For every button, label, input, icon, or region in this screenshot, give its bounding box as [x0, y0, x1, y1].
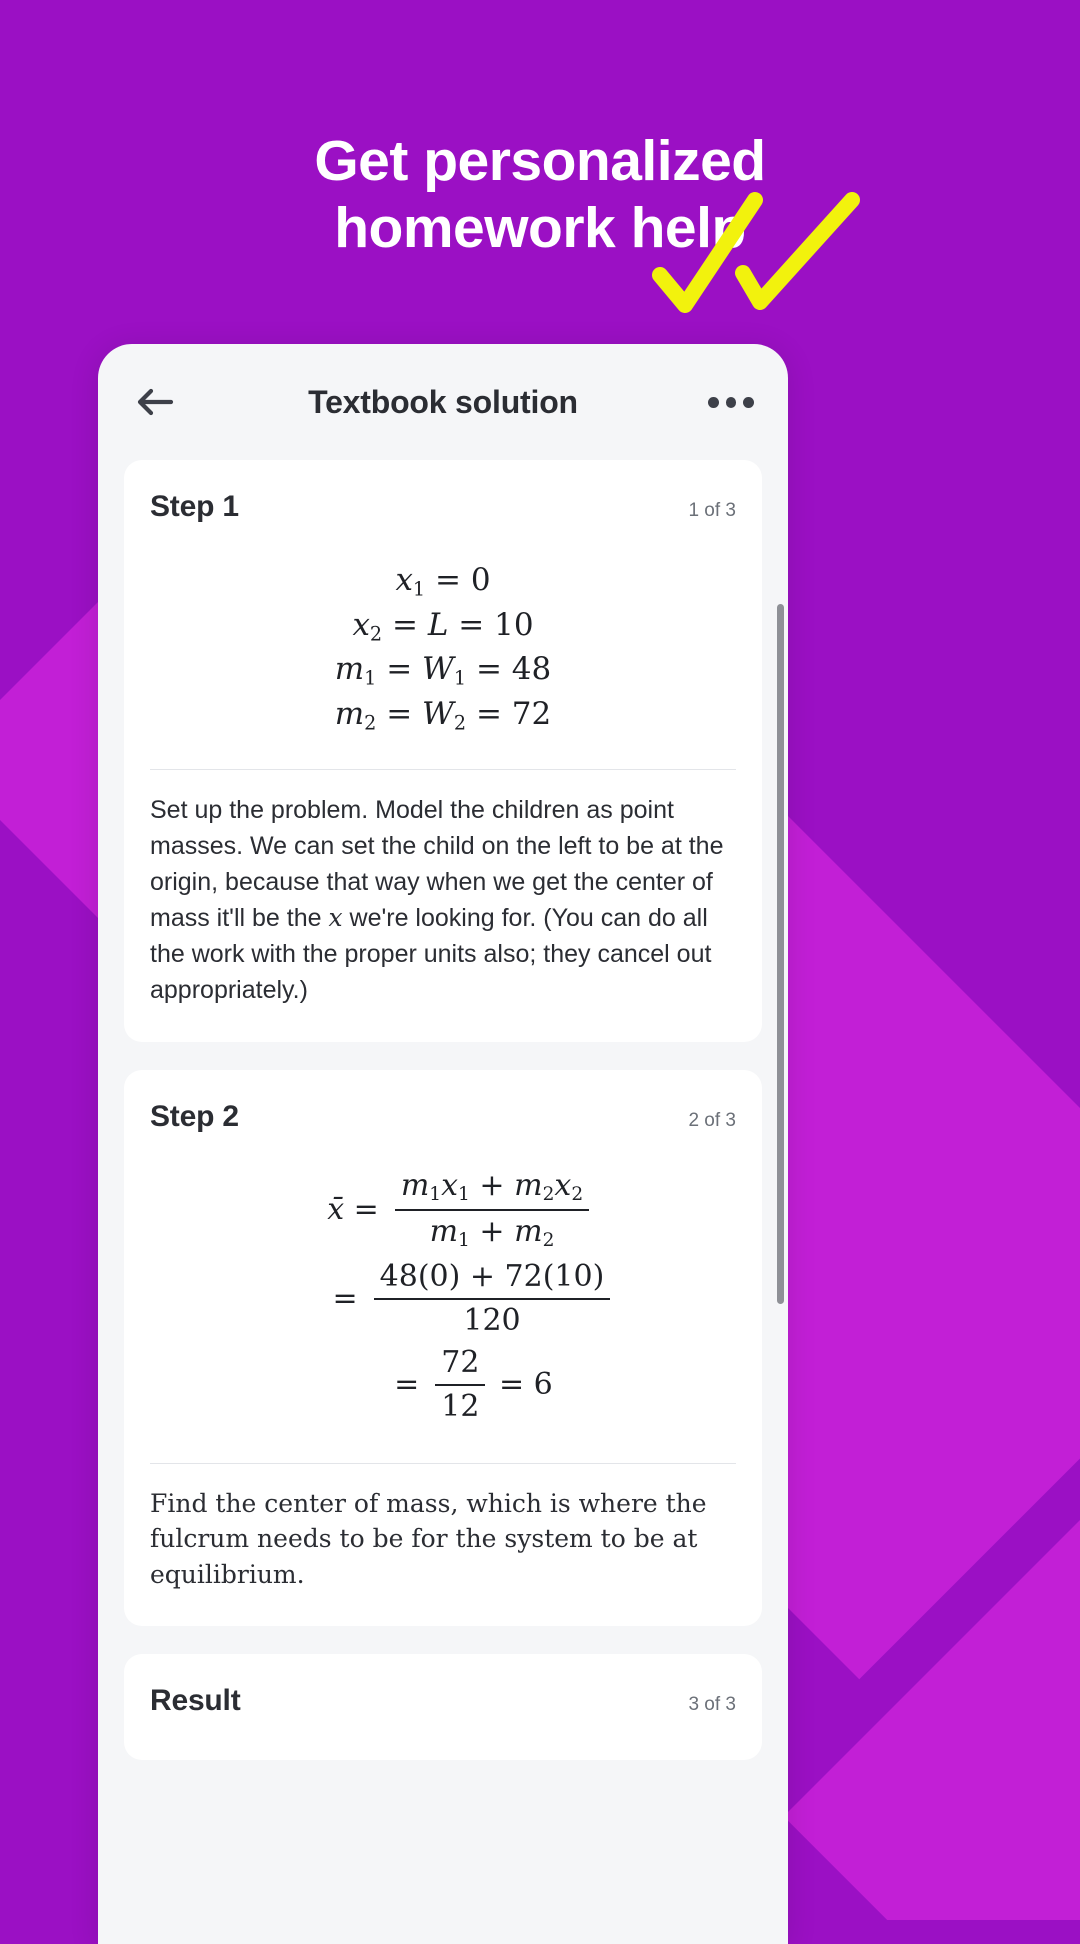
step-header — [150, 490, 736, 524]
page-title: Textbook solution — [308, 383, 578, 420]
step-explanation: Set up the problem. Model the children as point masses. We can set the child on the left to be at the origin, because that way when we get the center of mass it'll be the x we're looking for. (You can do all the work with the proper units also; they cancel out appropriately.) — [150, 795, 724, 1004]
divider — [150, 1463, 736, 1464]
step-title: Step 1 — [150, 490, 239, 523]
step-header — [150, 1100, 736, 1134]
equation-line: $x_1 = 0$ — [395, 562, 491, 601]
promo-headline-line-1: Get personalized — [314, 129, 766, 193]
promo-headline-line-2: homework help — [334, 195, 746, 260]
step-card[interactable] — [124, 1654, 762, 1760]
app-screen — [98, 344, 788, 1944]
step-equations — [150, 1142, 736, 1453]
step-counter: 1 of 3 — [688, 500, 736, 521]
more-options-button[interactable] — [708, 379, 754, 425]
divider — [150, 769, 736, 770]
more-options-icon — [726, 397, 737, 408]
scrollbar[interactable] — [777, 604, 784, 1304]
equation-line: $m_2 = W_2 = 72$ — [334, 695, 552, 735]
step-card[interactable] — [124, 1070, 762, 1627]
step-counter: 2 of 3 — [688, 1109, 736, 1131]
step-equations — [150, 532, 736, 759]
step-card[interactable] — [124, 460, 762, 1042]
app-bar — [98, 344, 788, 460]
equation-line: = $\frac{48(0) + 72(10)}{120}$ — [150, 1259, 736, 1339]
step-title: Step 2 — [150, 1099, 239, 1133]
step-explanation: Find the center of mass, which is where the fulcrum needs to be for the system to be at equilibrium. — [150, 1488, 707, 1589]
equation-line: $m_1 = W_1 = 48$ — [334, 651, 552, 690]
equation-line: = $\frac{72}{12}$ = 6 — [394, 1344, 553, 1424]
promo-headline — [0, 128, 1080, 261]
checkmark-icon — [630, 180, 890, 340]
back-button[interactable] — [132, 379, 178, 425]
step-header — [150, 1684, 736, 1718]
equation-line: x̄ = $\frac{m_1x_1 + m_2x_2}{m_1 + m_2}$ — [150, 1168, 736, 1253]
more-options-icon — [743, 397, 754, 408]
arrow-left-icon — [135, 386, 175, 418]
step-counter: 3 of 3 — [688, 1694, 736, 1716]
equation-line: $x_2 = L = 10$ — [352, 606, 534, 646]
more-options-icon — [708, 397, 719, 408]
step-title: Result — [150, 1684, 241, 1718]
